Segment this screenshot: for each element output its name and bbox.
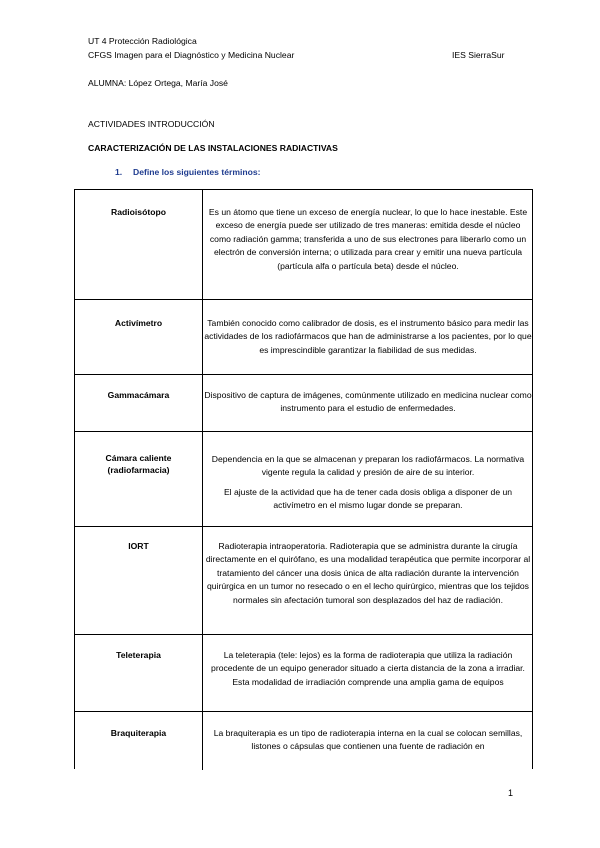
table-row: [75, 190, 532, 300]
course-unit: UT 4 Protección Radiológica: [88, 36, 197, 46]
definition-paragraph: La braquiterapia es un tipo de radioterapia interna en la cual se colocan semillas, listones o cápsulas que contienen una fuente de radiación en: [213, 728, 523, 752]
definition-paragraph: Radioterapia intraoperatoria. Radioterapia que se administra durante la cirugía directamente en el quirófano, es una modalidad terapéutica que permite incorporar al tratamiento del cáncer una dosis única de alta radiación durante la intervención quirúrgica en un tumor no resecado o en el lecho quirúrgico, mientras que los tejidos normales sin afectación tumoral son desplazados del haz de radiación.: [205, 541, 531, 605]
definition-paragraph: La teleterapia (tele: lejos) es la forma de radioterapia que utiliza la radiación procedente de un equipo generador situado a cierta distancia de la zona a irradiar. Esta modalidad de irradiación comprende una amplia gama de equipos: [211, 650, 525, 687]
term-line: IORT: [128, 541, 149, 551]
terms-table: [74, 189, 533, 769]
term-line: Gammacámara: [107, 390, 170, 400]
term-label: [75, 649, 202, 661]
term-line: Activímetro: [114, 318, 163, 328]
table-row: [75, 527, 532, 635]
column-divider: [202, 712, 203, 770]
definition-paragraph: Dispositivo de captura de imágenes, comúnmente utilizado en medicina nuclear como instrumento para el estudio de enfermedades.: [204, 390, 532, 414]
course-name: CFGS Imagen para el Diagnóstico y Medicina Nuclear: [88, 50, 295, 60]
definition-paragraph: El ajuste de la actividad que ha de tener cada dosis obliga a disponer de un activímetro en el mismo lugar donde se preparan.: [223, 486, 513, 511]
question-text: Define los siguientes términos:: [133, 167, 261, 177]
term-line: (radiofarmacia): [107, 465, 170, 475]
school-name: IES SierraSur: [452, 50, 505, 60]
term-label: [75, 540, 202, 552]
term-label: [75, 389, 202, 401]
table-row: [75, 712, 532, 770]
term-definition: [204, 540, 532, 607]
term-label: [75, 206, 202, 218]
term-line: Cámara caliente: [105, 453, 172, 463]
definition-paragraph: Es un átomo que tiene un exceso de energía nuclear, lo que lo hace inestable. Este exceso de energía puede ser utilizado de tres maneras: emitida desde el núcleo como radiación gamma; transferida a uno de sus electrones para liberarlo como un electrón de conversión interna; o utilizada para crear y emitir una nueva partícula (partícula alfa o partícula beta) desde el núcleo.: [208, 207, 528, 271]
definition-paragraph: También conocido como calibrador de dosis, es el instrumento básico para medir las actividades de los radiofármacos que han de administrarse a los pacientes, por lo que es imprescindible garantizar la fiabilidad de sus medidas.: [204, 318, 532, 355]
term-definition: [204, 649, 532, 689]
table-row: [75, 635, 532, 712]
table-row: [75, 432, 532, 527]
term-line: Braquiterapia: [110, 728, 167, 738]
column-divider: [202, 300, 203, 374]
term-line: Radioisótopo: [111, 207, 166, 217]
page-number: 1: [508, 788, 514, 798]
term-definition: [204, 206, 532, 273]
column-divider: [202, 527, 203, 634]
term-label: [75, 452, 202, 476]
table-row: [75, 375, 532, 432]
definition-paragraph: Dependencia en la que se almacenan y preparan los radiofármacos. La normativa vigente regula la calidad y presión de aire de su interior.: [211, 454, 525, 478]
activities-heading: ACTIVIDADES INTRODUCCIÓN: [88, 119, 215, 129]
term-label: [75, 727, 202, 739]
column-divider: [202, 190, 203, 299]
column-divider: [202, 432, 203, 526]
term-definition: [204, 317, 532, 357]
term-line: Teleterapia: [116, 650, 161, 660]
table-row: [75, 300, 532, 375]
term-definition: [204, 389, 532, 416]
student-name: ALUMNA: López Ortega, María José: [88, 78, 228, 88]
column-divider: [202, 635, 203, 711]
term-definition: [204, 453, 532, 513]
term-label: [75, 317, 202, 329]
column-divider: [202, 375, 203, 431]
question-number: 1.: [115, 167, 123, 177]
section-title: CARACTERIZACIÓN DE LAS INSTALACIONES RADIACTIVAS: [88, 143, 338, 153]
term-definition: [204, 727, 532, 754]
